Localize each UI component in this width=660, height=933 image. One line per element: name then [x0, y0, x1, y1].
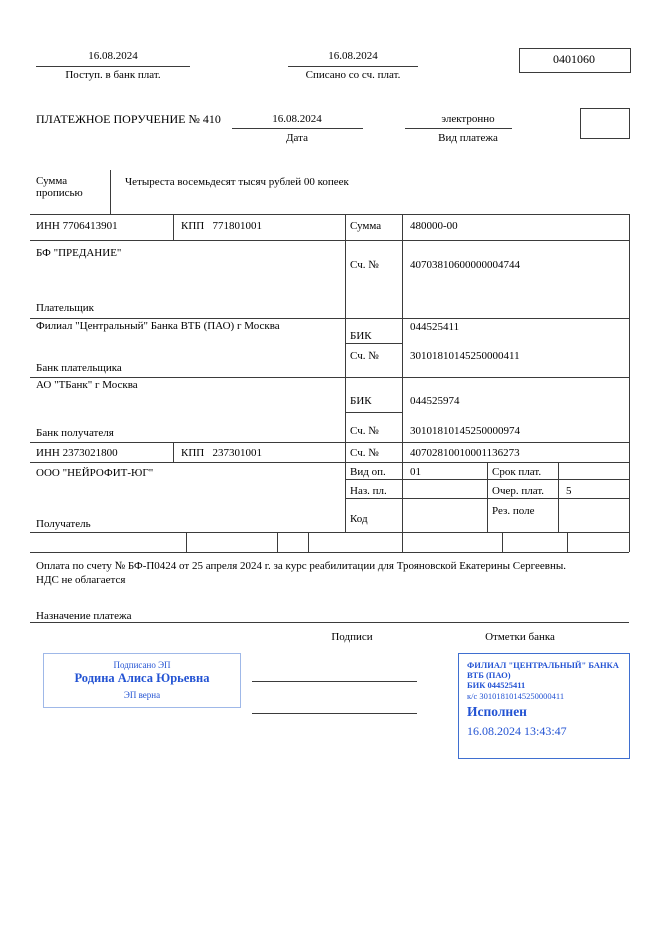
- bank-stamp-bik: БИК 044525411: [467, 680, 526, 690]
- bank-execution-stamp: [458, 653, 630, 759]
- esign-stamp: [43, 653, 241, 708]
- reserve-field-label: Рез. поле: [492, 505, 535, 517]
- operation-kind-value: 01: [410, 466, 421, 478]
- payer-kpp: КПП 771801001: [181, 220, 262, 232]
- priority-label: Очер. плат.: [492, 485, 545, 497]
- payee-bank-name: АО "ТБанк" г Москва: [36, 379, 138, 391]
- payer-inn: ИНН 7706413901: [36, 220, 118, 232]
- amount-value: 480000-00: [410, 220, 458, 232]
- bank-stamp-datetime: 16.08.2024 13:43:47: [467, 724, 567, 738]
- payer-bank-bik-label: БИК: [350, 330, 372, 342]
- amount-label: Сумма: [350, 220, 382, 232]
- payee-bank-account: 30101810145250000974: [410, 425, 520, 437]
- bank-stamp-branch-line2: ВТБ (ПАО): [467, 670, 511, 680]
- payee-bank-bik: 044525974: [410, 395, 460, 407]
- payer-bank-account-label: Сч. №: [350, 350, 379, 362]
- payee-bank-field-label: Банк получателя: [36, 427, 114, 439]
- payer-field-label: Плательщик: [36, 302, 94, 314]
- purpose-code-label: Наз. пл.: [350, 485, 387, 497]
- payee-kpp: КПП 237301001: [181, 447, 262, 459]
- esign-signed-label: Подписано ЭП: [113, 660, 171, 670]
- payee-field-label: Получатель: [36, 518, 91, 530]
- code-label: Код: [350, 513, 368, 525]
- payee-bank-bik-label: БИК: [350, 395, 372, 407]
- payment-kind-value: электронно: [441, 113, 495, 125]
- operation-kind-label: Вид оп.: [350, 466, 386, 478]
- bank-marks-label: Отметки банка: [485, 631, 555, 643]
- debited-from-account-label: Списано со сч. плат.: [305, 69, 401, 81]
- payer-bank-bik: 044525411: [410, 321, 460, 333]
- payer-account: 40703810600000004744: [410, 259, 520, 271]
- status-code-box: [580, 108, 630, 139]
- bank-stamp-corr-account: к/с 30101810145250000411: [467, 691, 565, 701]
- priority-value: 5: [566, 485, 572, 497]
- amount-in-words-label: Сумма прописью: [36, 175, 83, 199]
- due-date-label: Срок плат.: [492, 466, 542, 478]
- payee-account: 40702810010001136273: [410, 447, 520, 459]
- purpose-text-line2: НДС не облагается: [36, 574, 126, 586]
- debited-from-account-date: 16.08.2024: [328, 50, 378, 62]
- payer-name: БФ "ПРЕДАНИЕ": [36, 247, 122, 259]
- payer-bank-account: 30101810145250000411: [410, 350, 520, 362]
- esign-signer-name: Родина Алиса Юрьевна: [74, 671, 210, 685]
- received-in-bank-date: 16.08.2024: [88, 50, 138, 62]
- payee-account-label: Сч. №: [350, 447, 379, 459]
- payment-kind-label: Вид платежа: [438, 132, 498, 144]
- esign-valid-label: ЭП верна: [123, 690, 161, 700]
- form-code: 0401060: [553, 52, 595, 66]
- payee-bank-account-label: Сч. №: [350, 425, 379, 437]
- bank-stamp-branch-line1: ФИЛИАЛ "ЦЕНТРАЛЬНЫЙ" БАНКА: [467, 660, 619, 670]
- document-date: 16.08.2024: [272, 113, 322, 125]
- purpose-field-label: Назначение платежа: [36, 610, 132, 622]
- signatures-label: Подписи: [331, 631, 373, 643]
- document-title: ПЛАТЕЖНОЕ ПОРУЧЕНИЕ № 410: [36, 112, 221, 126]
- payer-account-label: Сч. №: [350, 259, 379, 271]
- payee-inn: ИНН 2373021800: [36, 447, 118, 459]
- bank-stamp-status: Исполнен: [467, 704, 527, 719]
- payee-name: ООО "НЕЙРОФИТ-ЮГ": [36, 467, 154, 479]
- amount-in-words: Четыреста восемьдесят тысяч рублей 00 копеек: [125, 176, 349, 188]
- document-date-label: Дата: [286, 132, 308, 144]
- purpose-text-line1: Оплата по счету № БФ-П0424 от 25 апреля 2024 г. за курс реабилитации для Трояновской Екатерины Сергеевны.: [36, 560, 567, 572]
- payer-bank-field-label: Банк плательщика: [36, 362, 122, 374]
- payer-bank-name: Филиал "Центральный" Банка ВТБ (ПАО) г Москва: [36, 320, 280, 332]
- received-in-bank-label: Поступ. в банк плат.: [65, 69, 161, 81]
